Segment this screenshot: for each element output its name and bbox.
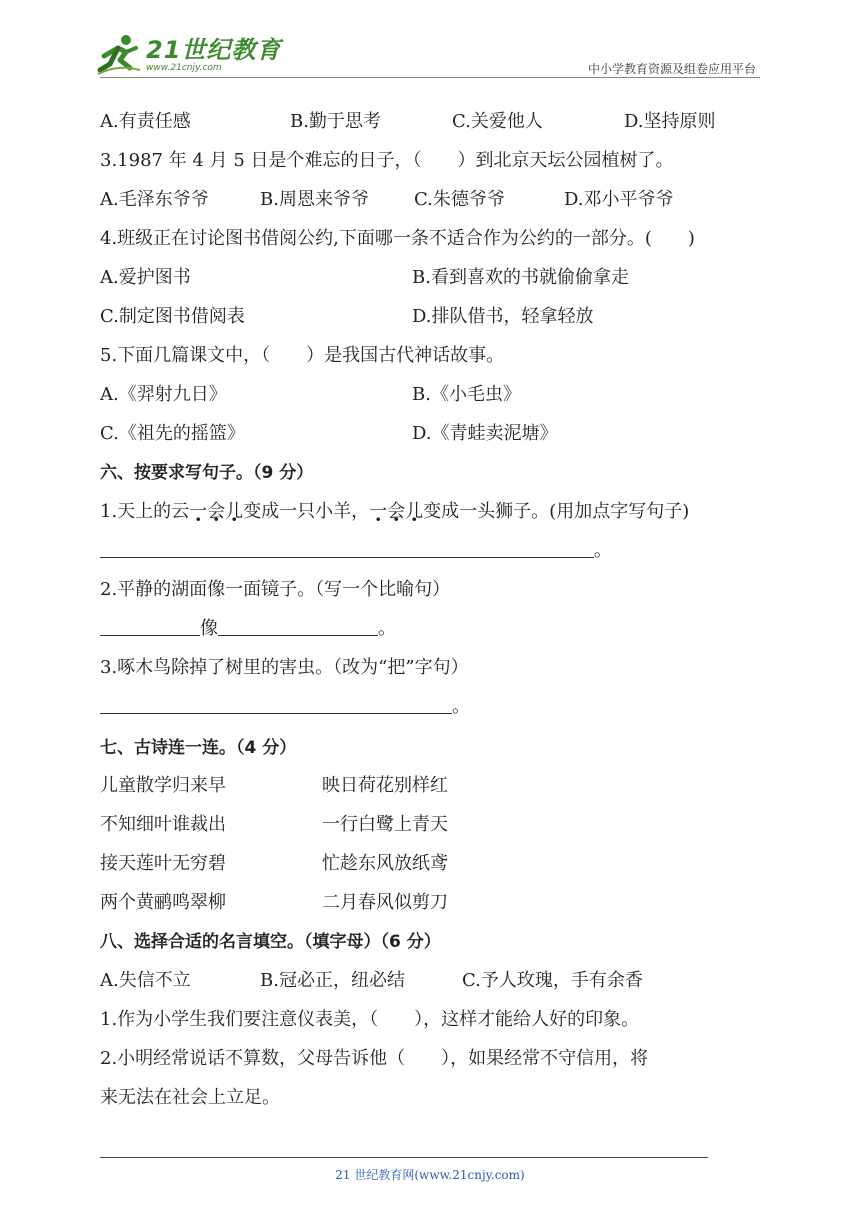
q4-option-a: A.爱护图书: [100, 267, 191, 288]
runner-logo-icon: [96, 34, 142, 76]
dotted-char: 儿 ·: [225, 493, 243, 531]
q2-option-a: A.有责任感: [100, 111, 191, 132]
poem-right-line[interactable]: 映日荷花别样红: [322, 775, 448, 796]
s8-q2-line1: 2.小明经常说话不算数，父母告诉他（ ），如果经常不守信用，将: [100, 1048, 649, 1069]
q5-stem: 5.下面几篇课文中，（ ）是我国古代神话故事。: [100, 345, 505, 366]
q2-option-b: B.勤于思考: [290, 111, 381, 132]
poem-left-line[interactable]: 不知细叶谁裁出: [100, 814, 226, 835]
logo: [96, 34, 281, 76]
dotted-char: 一 ·: [369, 493, 387, 531]
q5-option-a: A.《羿射九日》: [100, 384, 227, 405]
q3-stem: 3.1987 年 4 月 5 日是个难忘的日子，（ ）到北京天坛公园植树了。: [100, 150, 674, 171]
section7-title: 七、古诗连一连。（4 分）: [100, 738, 297, 758]
q3-option-c: C.朱德爷爷: [414, 189, 505, 210]
s8-q2-line2: 来无法在社会上立足。: [100, 1087, 280, 1108]
q4-option-c: C.制定图书借阅表: [100, 306, 245, 327]
logo-url: www.21cnjy.com: [146, 63, 222, 73]
platform-name: 中小学教育资源及组卷应用平台: [587, 62, 756, 76]
q5-option-c: C.《祖先的摇篮》: [100, 423, 245, 444]
s8-q1: 1.作为小学生我们要注意仪表美，（ ），这样才能给人好的印象。: [100, 1009, 640, 1030]
page-header: [0, 0, 860, 90]
q4-option-b: B.看到喜欢的书就偷偷拿走: [412, 267, 629, 288]
dotted-char: 会 ·: [387, 493, 405, 531]
answer-line[interactable]: [100, 613, 200, 636]
q5-option-b: B.《小毛虫》: [412, 384, 521, 405]
s6-q1-text: 1.天上的云: [100, 501, 190, 522]
answer-line[interactable]: [100, 691, 452, 714]
poem-right-line[interactable]: 一行白鹭上青天: [322, 814, 448, 835]
s8-option-b: B.冠必正，纽必结: [260, 970, 405, 991]
q5-option-d: D.《青蛙卖泥塘》: [412, 423, 558, 444]
q3-option-b: B.周恩来爷爷: [260, 189, 369, 210]
dotted-char: 会 ·: [207, 493, 225, 531]
footer-text: 21 世纪教育网(www.21cnjy.com): [335, 1168, 525, 1182]
s6-q1-text: 变成一头狮子。(用加点字写句子): [423, 501, 690, 522]
dotted-char: 一 ·: [189, 493, 207, 531]
period: 。: [378, 618, 396, 639]
poem-right-line[interactable]: 忙趁东风放纸鸢: [322, 853, 448, 874]
period: 。: [594, 540, 612, 561]
q4-option-d: D.排队借书，轻拿轻放: [412, 306, 594, 327]
answer-line[interactable]: [100, 535, 594, 558]
dotted-char: 儿 ·: [405, 493, 423, 531]
s6-q3-answer: [100, 688, 470, 726]
s8-option-a: A.失信不立: [100, 970, 191, 991]
header-divider: [100, 77, 760, 78]
poem-left-line[interactable]: 儿童散学归来早: [100, 775, 226, 796]
logo-title: 21世纪教育: [146, 36, 282, 64]
s6-q2-like: 像: [200, 618, 218, 639]
answer-line[interactable]: [218, 613, 378, 636]
section6-title: 六、按要求写句子。（9 分）: [100, 463, 314, 483]
s6-q1: [100, 493, 689, 531]
q4-stem: 4.班级正在讨论图书借阅公约,下面哪一条不适合作为公约的一部分。( ): [100, 228, 695, 249]
period: 。: [452, 696, 470, 717]
s6-q1-text: 变成一只小羊，: [243, 501, 370, 522]
poem-left-line[interactable]: 接天莲叶无穷碧: [100, 853, 226, 874]
section8-title: 八、选择合适的名言填空。（填字母）（6 分）: [100, 932, 441, 952]
q3-option-d: D.邓小平爷爷: [564, 189, 674, 210]
s6-q3: 3.啄木鸟除掉了树里的害虫。（改为“把”字句）: [100, 657, 469, 678]
s6-q2-answer: [100, 610, 396, 648]
q2-option-d: D.坚持原则: [624, 111, 716, 132]
q2-option-c: C.关爱他人: [452, 111, 543, 132]
poem-left-line[interactable]: 两个黄鹂鸣翠柳: [100, 892, 226, 913]
footer-divider: [100, 1157, 708, 1158]
q3-option-a: A.毛泽东爷爷: [100, 189, 209, 210]
poem-right-line[interactable]: 二月春风似剪刀: [322, 892, 448, 913]
s8-option-c: C.予人玫瑰，手有余香: [462, 970, 643, 991]
s6-q1-answer: [100, 532, 612, 570]
s6-q2: 2.平静的湖面像一面镜子。（写一个比喻句）: [100, 579, 451, 600]
